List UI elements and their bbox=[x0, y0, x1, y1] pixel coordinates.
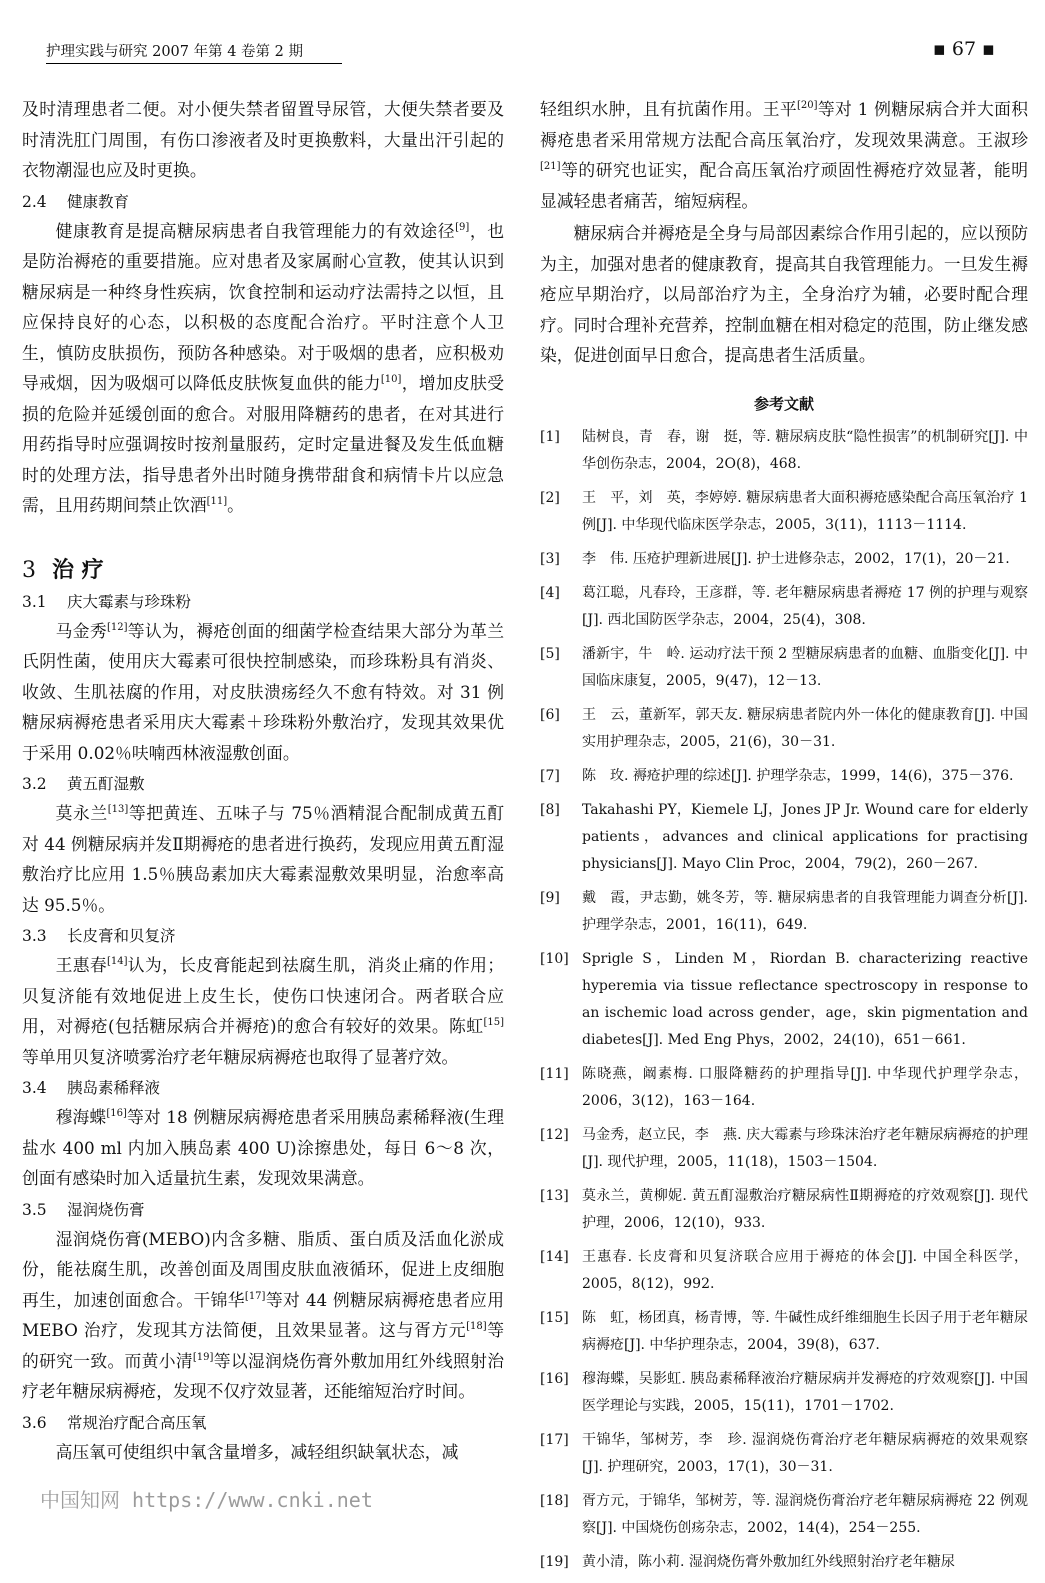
reference-item bbox=[540, 641, 1028, 695]
section-heading: 3.5 湿润烧伤膏 bbox=[22, 1200, 145, 1219]
citation[interactable]: [12] bbox=[106, 621, 128, 633]
reference-text: 胥方元，于锦华，邹树芳，等. 湿润烧伤膏治疗老年糖尿病褥疮 22 例观察[J]. 中国烧伤创疡杂志，2002，14(4)，254－255. bbox=[582, 1492, 1028, 1536]
reference-number: [3] bbox=[540, 550, 560, 567]
references-title: 参考文献 bbox=[753, 394, 814, 413]
reference-item bbox=[540, 797, 1028, 878]
running-header: 护理实践与研究 2007 年第 4 卷第 2 期 bbox=[46, 40, 342, 64]
reference-item bbox=[540, 1061, 1028, 1115]
reference-number: [10] bbox=[540, 950, 569, 967]
reference-text: 马金秀，赵立民，李 燕. 庆大霉素与珍珠沫治疗老年糖尿病褥疮的护理[J]. 现代护理，2005，11(18)，1503－1504. bbox=[582, 1126, 1028, 1170]
reference-item bbox=[540, 1549, 1028, 1576]
reference-text: 王 平，刘 英，李婷婷. 糖尿病患者大面积褥疮感染配合高压氧治疗 1 例[J]. 中华现代临床医学杂志，2005，3(11)，1113－1114. bbox=[582, 489, 1028, 533]
reference-number: [7] bbox=[540, 767, 560, 784]
reference-text: 黄小清，陈小莉. 湿润烧伤膏外敷加红外线照射治疗老年糖尿 bbox=[582, 1553, 955, 1570]
reference-item bbox=[540, 702, 1028, 756]
reference-number: [19] bbox=[540, 1553, 569, 1570]
reference-item bbox=[540, 580, 1028, 634]
paragraph: 高压氧可使组织中氧含量增多，减轻组织缺氧状态，减 bbox=[55, 1441, 459, 1462]
reference-text: 莫永兰，黄柳妮. 黄五酊湿敷治疗糖尿病性Ⅱ期褥疮的疗效观察[J]. 现代护理，2006，12(10)，933. bbox=[582, 1187, 1028, 1231]
reference-item bbox=[540, 1427, 1028, 1481]
reference-number: [5] bbox=[540, 645, 560, 662]
reference-text: 陈 虹，杨团真，杨青博，等. 牛碱性成纤维细胞生长因子用于老年糖尿病褥疮[J]. 中华护理杂志，2004，39(8)，637. bbox=[582, 1309, 1028, 1353]
paragraph: 穆海蝶[16]等对 18 例糖尿病褥疮患者采用胰岛素稀释液(生理盐水 400 ml 内加入胰岛素 400 U)涂擦患处，每日 6～8 次，创面有感染时加入适量抗生素，发现效果满意。 bbox=[22, 1107, 504, 1188]
reference-text: 王 云，董新军，郭天友. 糖尿病患者院内外一体化的健康教育[J]. 中国实用护理杂志，2005，21(6)，30－31. bbox=[582, 706, 1028, 750]
reference-item bbox=[540, 1122, 1028, 1176]
reference-text: 穆海蝶，吴影虹. 胰岛素稀释液治疗糖尿病并发褥疮的疗效观察[J]. 中国医学理论与实践，2005，15(11)，1701－1702. bbox=[582, 1370, 1028, 1414]
page-number: ▪ 67 ▪ bbox=[933, 38, 996, 60]
citation[interactable]: [9] bbox=[455, 221, 470, 233]
watermark: 中国知网 https://www.cnki.net bbox=[40, 1488, 373, 1512]
chapter-title: 治 疗 bbox=[52, 556, 104, 583]
paragraph: 湿润烧伤膏(MEBO)内含多糖、脂质、蛋白质及活血化淤成份，能祛腐生肌，改善创面及周围皮肤血液循环，促进上皮细胞再生，加速创面愈合。干锦华[17]等对 44 例糖尿病褥疮患者应用 MEBO 治疗，发现其方法简便，且效果显著。这与胥方元[18]等的研究一致。而黄小清[19]等以湿润烧伤膏外敷加用红外线照射治疗老年糖尿病褥疮，发现不仅疗效显著，还能缩短治疗时间。 bbox=[22, 1228, 504, 1401]
right-column bbox=[540, 94, 1028, 1583]
reference-number: [1] bbox=[540, 428, 560, 445]
reference-text: 戴 霞，尹志勤，姚冬芳，等. 糖尿病患者的自我管理能力调查分析[J]. 护理学杂志，2001，16(11)，649. bbox=[582, 889, 1028, 933]
reference-item bbox=[540, 946, 1028, 1054]
reference-text: 陆树良，青 春，谢 挺，等. 糖尿病皮肤“隐性损害”的机制研究[J]. 中华创伤杂志，2004，2O(8)，468. bbox=[582, 428, 1028, 472]
reference-number: [14] bbox=[540, 1248, 569, 1265]
reference-item bbox=[540, 1183, 1028, 1237]
reference-text: 潘新宇，牛 岭. 运动疗法干预 2 型糖尿病患者的血糖、血脂变化[J]. 中国临床康复，2005，9(47)，12－13. bbox=[582, 645, 1028, 689]
reference-text: 王惠春. 长皮膏和贝复济联合应用于褥疮的体会[J]. 中国全科医学，2005，8(12)，992. bbox=[582, 1248, 1028, 1292]
section-heading: 3.1 庆大霉素与珍珠粉 bbox=[22, 592, 192, 611]
reference-number: [13] bbox=[540, 1187, 569, 1204]
citation[interactable]: [13] bbox=[107, 804, 129, 815]
citation[interactable]: [10] bbox=[380, 374, 402, 385]
reference-item bbox=[540, 424, 1028, 478]
citation[interactable]: [11] bbox=[206, 496, 228, 507]
reference-number: [18] bbox=[540, 1492, 569, 1509]
reference-list bbox=[540, 424, 1028, 1576]
reference-number: [17] bbox=[540, 1431, 569, 1448]
reference-number: [16] bbox=[540, 1370, 569, 1387]
chapter-heading bbox=[22, 555, 504, 586]
paragraph: 王惠春[14]认为，长皮膏能起到祛腐生肌，消炎止痛的作用；贝复济能有效地促进上皮生长，使伤口快速闭合。两者联合应用，对褥疮(包括糖尿病合并褥疮)的愈合有较好的效果。陈虹[15]等单用贝复济喷雾治疗老年糖尿病褥疮也取得了显著疗效。 bbox=[22, 955, 504, 1067]
reference-text: 葛江聪，凡春玲，王彦群，等. 老年糖尿病患者褥疮 17 例的护理与观察[J]. 西北国防医学杂志，2004，25(4)，308. bbox=[582, 584, 1028, 628]
reference-number: [9] bbox=[540, 889, 560, 906]
reference-number: [8] bbox=[540, 801, 560, 818]
reference-number: [6] bbox=[540, 706, 560, 723]
citation[interactable]: [18] bbox=[466, 1321, 487, 1332]
reference-number: [11] bbox=[540, 1065, 569, 1082]
paragraph: 莫永兰[13]等把黄连、五味子与 75％酒精混合配制成黄五酊对 44 例糖尿病并发Ⅱ期褥疮的患者进行换药，发现应用黄五酊湿敷治疗比应用 1.5％胰岛素加庆大霉素湿敷效果明显，治愈率高达 95.5％。 bbox=[22, 803, 504, 915]
reference-number: [4] bbox=[540, 584, 560, 601]
reference-number: [15] bbox=[540, 1309, 569, 1326]
citation[interactable]: [21] bbox=[540, 161, 561, 172]
citation[interactable]: [15] bbox=[483, 1017, 504, 1028]
reference-item bbox=[540, 1488, 1028, 1542]
reference-text: 李 伟. 压疮护理新进展[J]. 护士进修杂志，2002，17(1)，20－21. bbox=[582, 550, 1010, 567]
reference-item bbox=[540, 485, 1028, 539]
paragraph: 糖尿病合并褥疮是全身与局部因素综合作用引起的，应以预防为主，加强对患者的健康教育，提高其自我管理能力。一旦发生褥疮应早期治疗，以局部治疗为主，全身治疗为辅，必要时配合理疗。同时合理补充营养，控制血糖在相对稳定的范围，防止继发感染，促进创面早日愈合，提高患者生活质量。 bbox=[540, 223, 1028, 365]
citation[interactable]: [19] bbox=[192, 1351, 214, 1363]
section-heading: 3.4 胰岛素稀释液 bbox=[22, 1079, 161, 1097]
reference-item bbox=[540, 763, 1028, 790]
paragraph: 及时清理患者二便。对小便失禁者留置导尿管，大便失禁者要及时清洗肛门周围，有伤口渗液者及时更换敷料，大量出汗引起的衣物潮湿也应及时更换。 bbox=[22, 99, 504, 180]
reference-item bbox=[540, 546, 1028, 573]
reference-text: 陈 玫. 褥疮护理的综述[J]. 护理学杂志，1999，14(6)，375－376. bbox=[582, 767, 1014, 784]
reference-text: 干锦华，邹树芳，李 珍. 湿润烧伤膏治疗老年糖尿病褥疮的效果观察[J]. 护理研究，2003，17(1)，30－31. bbox=[582, 1431, 1028, 1475]
reference-item bbox=[540, 1305, 1028, 1359]
citation[interactable]: [16] bbox=[106, 1108, 127, 1119]
reference-text: Takahashi PY，Kiemele LJ，Jones JP Jr. Wound care for elderly patients，advances and clinical applications for practising physicians[J]. Mayo Clin Proc，2004，79(2)，260－267. bbox=[582, 801, 1028, 872]
reference-item bbox=[540, 885, 1028, 939]
left-column bbox=[22, 94, 504, 1469]
citation[interactable]: [20] bbox=[796, 100, 818, 111]
section-heading bbox=[22, 188, 504, 216]
paragraph: 马金秀[12]等认为，褥疮创面的细菌学检查结果大部分为革兰氏阴性菌，使用庆大霉素可很快控制感染，而珍珠粉具有消炎、收敛、生肌祛腐的作用，对皮肤溃疡经久不愈有特效。对 31 例糖尿病褥疮患者采用庆大霉素＋珍珠粉外敷治疗，发现其效果优于采用 0.02％呋喃西林液湿敷创面。 bbox=[22, 620, 504, 763]
reference-item bbox=[540, 1366, 1028, 1420]
reference-text: 陈晓燕，阚素梅. 口服降糖药的护理指导[J]. 中华现代护理学杂志，2006，3(12)，163－164. bbox=[582, 1065, 1028, 1109]
citation[interactable]: [14] bbox=[106, 956, 128, 967]
reference-number: [2] bbox=[540, 489, 560, 506]
reference-item bbox=[540, 1244, 1028, 1298]
section-title: 健康教育 bbox=[67, 192, 130, 211]
section-heading: 3.6 常规治疗配合高压氧 bbox=[22, 1413, 207, 1432]
section-number: 2.4 bbox=[22, 192, 47, 211]
section-heading: 3.2 黄五酊湿敷 bbox=[22, 775, 145, 793]
reference-number: [12] bbox=[540, 1126, 569, 1143]
paragraph: 健康教育是提高糖尿病患者自我管理能力的有效途径[9]，也是防治褥疮的重要措施。应对患者及家属耐心宣教，使其认识到糖尿病是一种终身性疾病，饮食控制和运动疗法需持之以恒，且应保持良好的心态，以积极的态度配合治疗。平时注意个人卫生，慎防皮肤损伤，预防各种感染。对于吸烟的患者，应积极劝导戒烟，因为吸烟可以降低皮肤恢复血供的能力[10]，增加皮肤受损的危险并延缓创面的愈合。对服用降糖药的患者，在对其进行用药指导时应强调按时按剂量服药，定时定量进餐及发生低血糖时的处理方法，指导患者外出时随身携带甜食和病情卡片以应急需，且用药期间禁止饮酒[11]。 bbox=[22, 220, 504, 515]
section-heading: 3.3 长皮膏和贝复济 bbox=[22, 927, 176, 945]
paragraph: 轻组织水肿，且有抗菌作用。王平[20]等对 1 例糖尿病合并大面积褥疮患者采用常规方法配合高压氧治疗，发现效果满意。王淑珍[21]等的研究也证实，配合高压氧治疗顽固性褥疮疗效显著，能明显减轻患者痛苦，缩短病程。 bbox=[540, 99, 1028, 211]
citation[interactable]: [17] bbox=[244, 1290, 266, 1302]
reference-text: Sprigle S，Linden M，Riordan B. characterizing reactive hyperemia via tissue reflectance spectroscopy in response to an ischemic load across gender，age，skin pigmentation and diabetes[J]. Med Eng Phys，2002，24(10)，651－661. bbox=[582, 950, 1028, 1048]
chapter-number: 3 bbox=[22, 557, 36, 583]
